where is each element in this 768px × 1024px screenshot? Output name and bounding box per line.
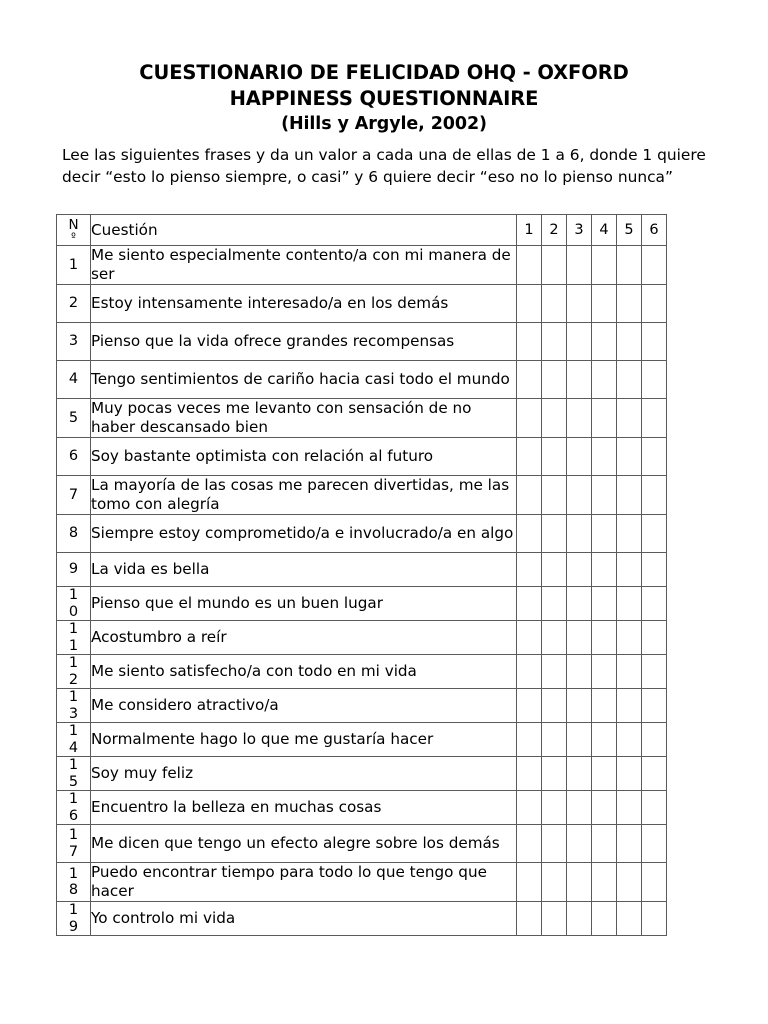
rating-cell-5[interactable]	[617, 285, 642, 323]
rating-cell-3[interactable]	[567, 791, 592, 825]
rating-cell-1[interactable]	[517, 587, 542, 621]
table-row	[57, 399, 667, 438]
row-number: 13	[68, 689, 79, 722]
rating-cell-2[interactable]	[542, 621, 567, 655]
rating-cell-1[interactable]	[517, 553, 542, 587]
rating-cell-1[interactable]	[517, 361, 542, 399]
table-row	[57, 655, 667, 689]
row-number: 16	[68, 791, 79, 824]
rating-cell-5[interactable]	[617, 902, 642, 936]
table-row	[57, 515, 667, 553]
row-number: 14	[68, 723, 79, 756]
rating-cell-6[interactable]	[642, 399, 667, 438]
rating-cell-4[interactable]	[592, 476, 617, 515]
table-header-row	[57, 215, 667, 246]
column-header-rating-3: 3	[567, 215, 592, 246]
rating-cell-5[interactable]	[617, 246, 642, 285]
rating-cell-6[interactable]	[642, 655, 667, 689]
row-number-cell	[57, 323, 91, 361]
question-text: Tengo sentimientos de cariño hacia casi todo el mundo	[91, 361, 517, 399]
row-number: 19	[68, 902, 79, 935]
column-header-question: Cuestión	[91, 215, 517, 246]
rating-cell-1[interactable]	[517, 825, 542, 863]
question-text: Siempre estoy comprometido/a e involucrado/a en algo	[91, 515, 517, 553]
row-number-cell	[57, 902, 91, 936]
table-row	[57, 757, 667, 791]
rating-cell-4[interactable]	[592, 791, 617, 825]
rating-cell-6[interactable]	[642, 723, 667, 757]
rating-cell-4[interactable]	[592, 399, 617, 438]
rating-cell-2[interactable]	[542, 246, 567, 285]
table-row	[57, 902, 667, 936]
row-number-cell	[57, 476, 91, 515]
rating-cell-6[interactable]	[642, 902, 667, 936]
rating-cell-5[interactable]	[617, 515, 642, 553]
rating-cell-5[interactable]	[617, 825, 642, 863]
column-header-rating-1: 1	[517, 215, 542, 246]
row-number: 18	[68, 865, 79, 898]
rating-cell-4[interactable]	[592, 621, 617, 655]
rating-cell-2[interactable]	[542, 825, 567, 863]
rating-cell-5[interactable]	[617, 438, 642, 476]
rating-cell-5[interactable]	[617, 476, 642, 515]
row-number-cell	[57, 515, 91, 553]
rating-cell-2[interactable]	[542, 863, 567, 902]
table-row	[57, 587, 667, 621]
rating-cell-1[interactable]	[517, 399, 542, 438]
rating-cell-5[interactable]	[617, 323, 642, 361]
rating-cell-5[interactable]	[617, 621, 642, 655]
row-number-cell	[57, 689, 91, 723]
rating-cell-3[interactable]	[567, 285, 592, 323]
row-number: 1	[68, 256, 79, 273]
question-text: Pienso que la vida ofrece grandes recompensas	[91, 323, 517, 361]
question-text: Me siento satisfecho/a con todo en mi vida	[91, 655, 517, 689]
rating-cell-1[interactable]	[517, 476, 542, 515]
rating-cell-6[interactable]	[642, 553, 667, 587]
rating-cell-3[interactable]	[567, 476, 592, 515]
rating-cell-5[interactable]	[617, 553, 642, 587]
rating-cell-4[interactable]	[592, 515, 617, 553]
question-text: Muy pocas veces me levanto con sensación de no haber descansado bien	[91, 399, 517, 438]
rating-cell-2[interactable]	[542, 515, 567, 553]
number-header-letter: N	[68, 216, 79, 233]
rating-cell-2[interactable]	[542, 689, 567, 723]
row-number: 9	[68, 561, 79, 578]
column-header-number	[57, 215, 91, 246]
rating-cell-6[interactable]	[642, 689, 667, 723]
rating-cell-2[interactable]	[542, 902, 567, 936]
rating-cell-4[interactable]	[592, 553, 617, 587]
rating-cell-1[interactable]	[517, 515, 542, 553]
rating-cell-2[interactable]	[542, 791, 567, 825]
question-text: Puedo encontrar tiempo para todo lo que tengo que hacer	[91, 863, 517, 902]
row-number-cell	[57, 863, 91, 902]
rating-cell-4[interactable]	[592, 757, 617, 791]
row-number-cell	[57, 757, 91, 791]
row-number-cell	[57, 655, 91, 689]
rating-cell-1[interactable]	[517, 723, 542, 757]
rating-cell-5[interactable]	[617, 757, 642, 791]
title-line-1: CUESTIONARIO DE FELICIDAD OHQ - OXFORD	[139, 61, 629, 84]
rating-cell-2[interactable]	[542, 655, 567, 689]
column-header-rating-2: 2	[542, 215, 567, 246]
rating-cell-3[interactable]	[567, 825, 592, 863]
rating-cell-4[interactable]	[592, 285, 617, 323]
rating-cell-3[interactable]	[567, 863, 592, 902]
rating-cell-5[interactable]	[617, 723, 642, 757]
row-number: 5	[68, 409, 79, 426]
rating-cell-3[interactable]	[567, 399, 592, 438]
row-number-cell	[57, 723, 91, 757]
row-number: 6	[68, 448, 79, 465]
rating-cell-4[interactable]	[592, 587, 617, 621]
rating-cell-5[interactable]	[617, 863, 642, 902]
question-text: Me considero atractivo/a	[91, 689, 517, 723]
row-number-cell	[57, 553, 91, 587]
rating-cell-2[interactable]	[542, 438, 567, 476]
rating-cell-3[interactable]	[567, 246, 592, 285]
row-number-cell	[57, 791, 91, 825]
table-row	[57, 621, 667, 655]
column-header-rating-4: 4	[592, 215, 617, 246]
title-line-2: HAPPINESS QUESTIONNAIRE	[229, 87, 539, 110]
column-header-rating-5: 5	[617, 215, 642, 246]
rating-cell-2[interactable]	[542, 587, 567, 621]
row-number-cell	[57, 587, 91, 621]
rating-cell-6[interactable]	[642, 515, 667, 553]
rating-cell-4[interactable]	[592, 689, 617, 723]
rating-cell-2[interactable]	[542, 361, 567, 399]
rating-cell-5[interactable]	[617, 361, 642, 399]
rating-cell-1[interactable]	[517, 621, 542, 655]
rating-cell-6[interactable]	[642, 825, 667, 863]
rating-cell-6[interactable]	[642, 863, 667, 902]
question-text: Yo controlo mi vida	[91, 902, 517, 936]
rating-cell-2[interactable]	[542, 399, 567, 438]
row-number: 12	[68, 655, 79, 688]
rating-cell-3[interactable]	[567, 553, 592, 587]
rating-cell-4[interactable]	[592, 723, 617, 757]
rating-cell-3[interactable]	[567, 323, 592, 361]
table-body	[57, 246, 667, 936]
row-number: 11	[68, 621, 79, 654]
rating-cell-2[interactable]	[542, 723, 567, 757]
row-number-cell	[57, 621, 91, 655]
table-row	[57, 476, 667, 515]
rating-cell-2[interactable]	[542, 285, 567, 323]
row-number: 2	[68, 295, 79, 312]
rating-cell-1[interactable]	[517, 863, 542, 902]
row-number-cell	[57, 438, 91, 476]
rating-cell-1[interactable]	[517, 689, 542, 723]
rating-cell-2[interactable]	[542, 323, 567, 361]
table-row	[57, 689, 667, 723]
column-header-rating-6: 6	[642, 215, 667, 246]
rating-cell-4[interactable]	[592, 863, 617, 902]
title-line-3-citation: (Hills y Argyle, 2002)	[281, 114, 487, 134]
document-title	[56, 60, 712, 137]
rating-cell-4[interactable]	[592, 902, 617, 936]
number-header-ordinal: º	[71, 231, 76, 243]
rating-cell-2[interactable]	[542, 476, 567, 515]
row-number-cell	[57, 246, 91, 285]
rating-cell-4[interactable]	[592, 825, 617, 863]
rating-cell-6[interactable]	[642, 438, 667, 476]
rating-cell-1[interactable]	[517, 285, 542, 323]
question-text: Me siento especialmente contento/a con mi manera de ser	[91, 246, 517, 285]
row-number: 17	[68, 827, 79, 860]
rating-cell-3[interactable]	[567, 438, 592, 476]
row-number: 10	[68, 587, 79, 620]
question-text: La vida es bella	[91, 553, 517, 587]
rating-cell-6[interactable]	[642, 285, 667, 323]
row-number: 7	[68, 486, 79, 503]
rating-cell-1[interactable]	[517, 757, 542, 791]
rating-cell-6[interactable]	[642, 476, 667, 515]
rating-cell-3[interactable]	[567, 723, 592, 757]
questionnaire-table	[56, 214, 667, 936]
row-number-cell	[57, 825, 91, 863]
rating-cell-5[interactable]	[617, 689, 642, 723]
rating-cell-6[interactable]	[642, 757, 667, 791]
rating-cell-3[interactable]	[567, 655, 592, 689]
row-number: 8	[68, 525, 79, 542]
question-text: Soy bastante optimista con relación al futuro	[91, 438, 517, 476]
rating-cell-1[interactable]	[517, 902, 542, 936]
rating-cell-6[interactable]	[642, 621, 667, 655]
rating-cell-4[interactable]	[592, 438, 617, 476]
row-number: 3	[68, 333, 79, 350]
question-text: Estoy intensamente interesado/a en los demás	[91, 285, 517, 323]
table-row	[57, 863, 667, 902]
table-row	[57, 553, 667, 587]
row-number-cell	[57, 399, 91, 438]
table-row	[57, 791, 667, 825]
rating-cell-1[interactable]	[517, 438, 542, 476]
rating-cell-1[interactable]	[517, 323, 542, 361]
table-row	[57, 438, 667, 476]
rating-cell-4[interactable]	[592, 323, 617, 361]
question-text: Acostumbro a reír	[91, 621, 517, 655]
instructions-paragraph: Lee las siguientes frases y da un valor a cada una de ellas de 1 a 6, donde 1 quiere decir “esto lo pienso siempre, o casi” y 6 quiere decir “eso no lo pienso nunca”	[62, 146, 706, 186]
rating-cell-4[interactable]	[592, 246, 617, 285]
rating-cell-3[interactable]	[567, 621, 592, 655]
table-row	[57, 723, 667, 757]
rating-cell-3[interactable]	[567, 361, 592, 399]
rating-cell-2[interactable]	[542, 553, 567, 587]
question-text: Soy muy feliz	[91, 757, 517, 791]
table-row	[57, 285, 667, 323]
rating-cell-1[interactable]	[517, 791, 542, 825]
row-number-cell	[57, 361, 91, 399]
row-number: 15	[68, 757, 79, 790]
table-row	[57, 825, 667, 863]
row-number-cell	[57, 285, 91, 323]
rating-cell-6[interactable]	[642, 361, 667, 399]
rating-cell-6[interactable]	[642, 323, 667, 361]
question-text: Pienso que el mundo es un buen lugar	[91, 587, 517, 621]
rating-cell-5[interactable]	[617, 587, 642, 621]
table-row	[57, 323, 667, 361]
rating-cell-3[interactable]	[567, 757, 592, 791]
rating-cell-3[interactable]	[567, 689, 592, 723]
rating-cell-4[interactable]	[592, 655, 617, 689]
row-number: 4	[68, 371, 79, 388]
rating-cell-3[interactable]	[567, 902, 592, 936]
rating-cell-1[interactable]	[517, 246, 542, 285]
question-text: Normalmente hago lo que me gustaría hacer	[91, 723, 517, 757]
table-row	[57, 361, 667, 399]
rating-cell-1[interactable]	[517, 655, 542, 689]
rating-cell-4[interactable]	[592, 361, 617, 399]
rating-cell-6[interactable]	[642, 587, 667, 621]
rating-cell-5[interactable]	[617, 791, 642, 825]
question-text: Me dicen que tengo un efecto alegre sobre los demás	[91, 825, 517, 863]
rating-cell-2[interactable]	[542, 757, 567, 791]
table-header	[57, 215, 667, 246]
rating-cell-6[interactable]	[642, 246, 667, 285]
rating-cell-3[interactable]	[567, 587, 592, 621]
rating-cell-3[interactable]	[567, 515, 592, 553]
rating-cell-5[interactable]	[617, 399, 642, 438]
rating-cell-5[interactable]	[617, 655, 642, 689]
table-row	[57, 246, 667, 285]
question-text: La mayoría de las cosas me parecen divertidas, me las tomo con alegría	[91, 476, 517, 515]
question-text: Encuentro la belleza en muchas cosas	[91, 791, 517, 825]
questionnaire-table-wrapper	[56, 214, 666, 936]
rating-cell-6[interactable]	[642, 791, 667, 825]
